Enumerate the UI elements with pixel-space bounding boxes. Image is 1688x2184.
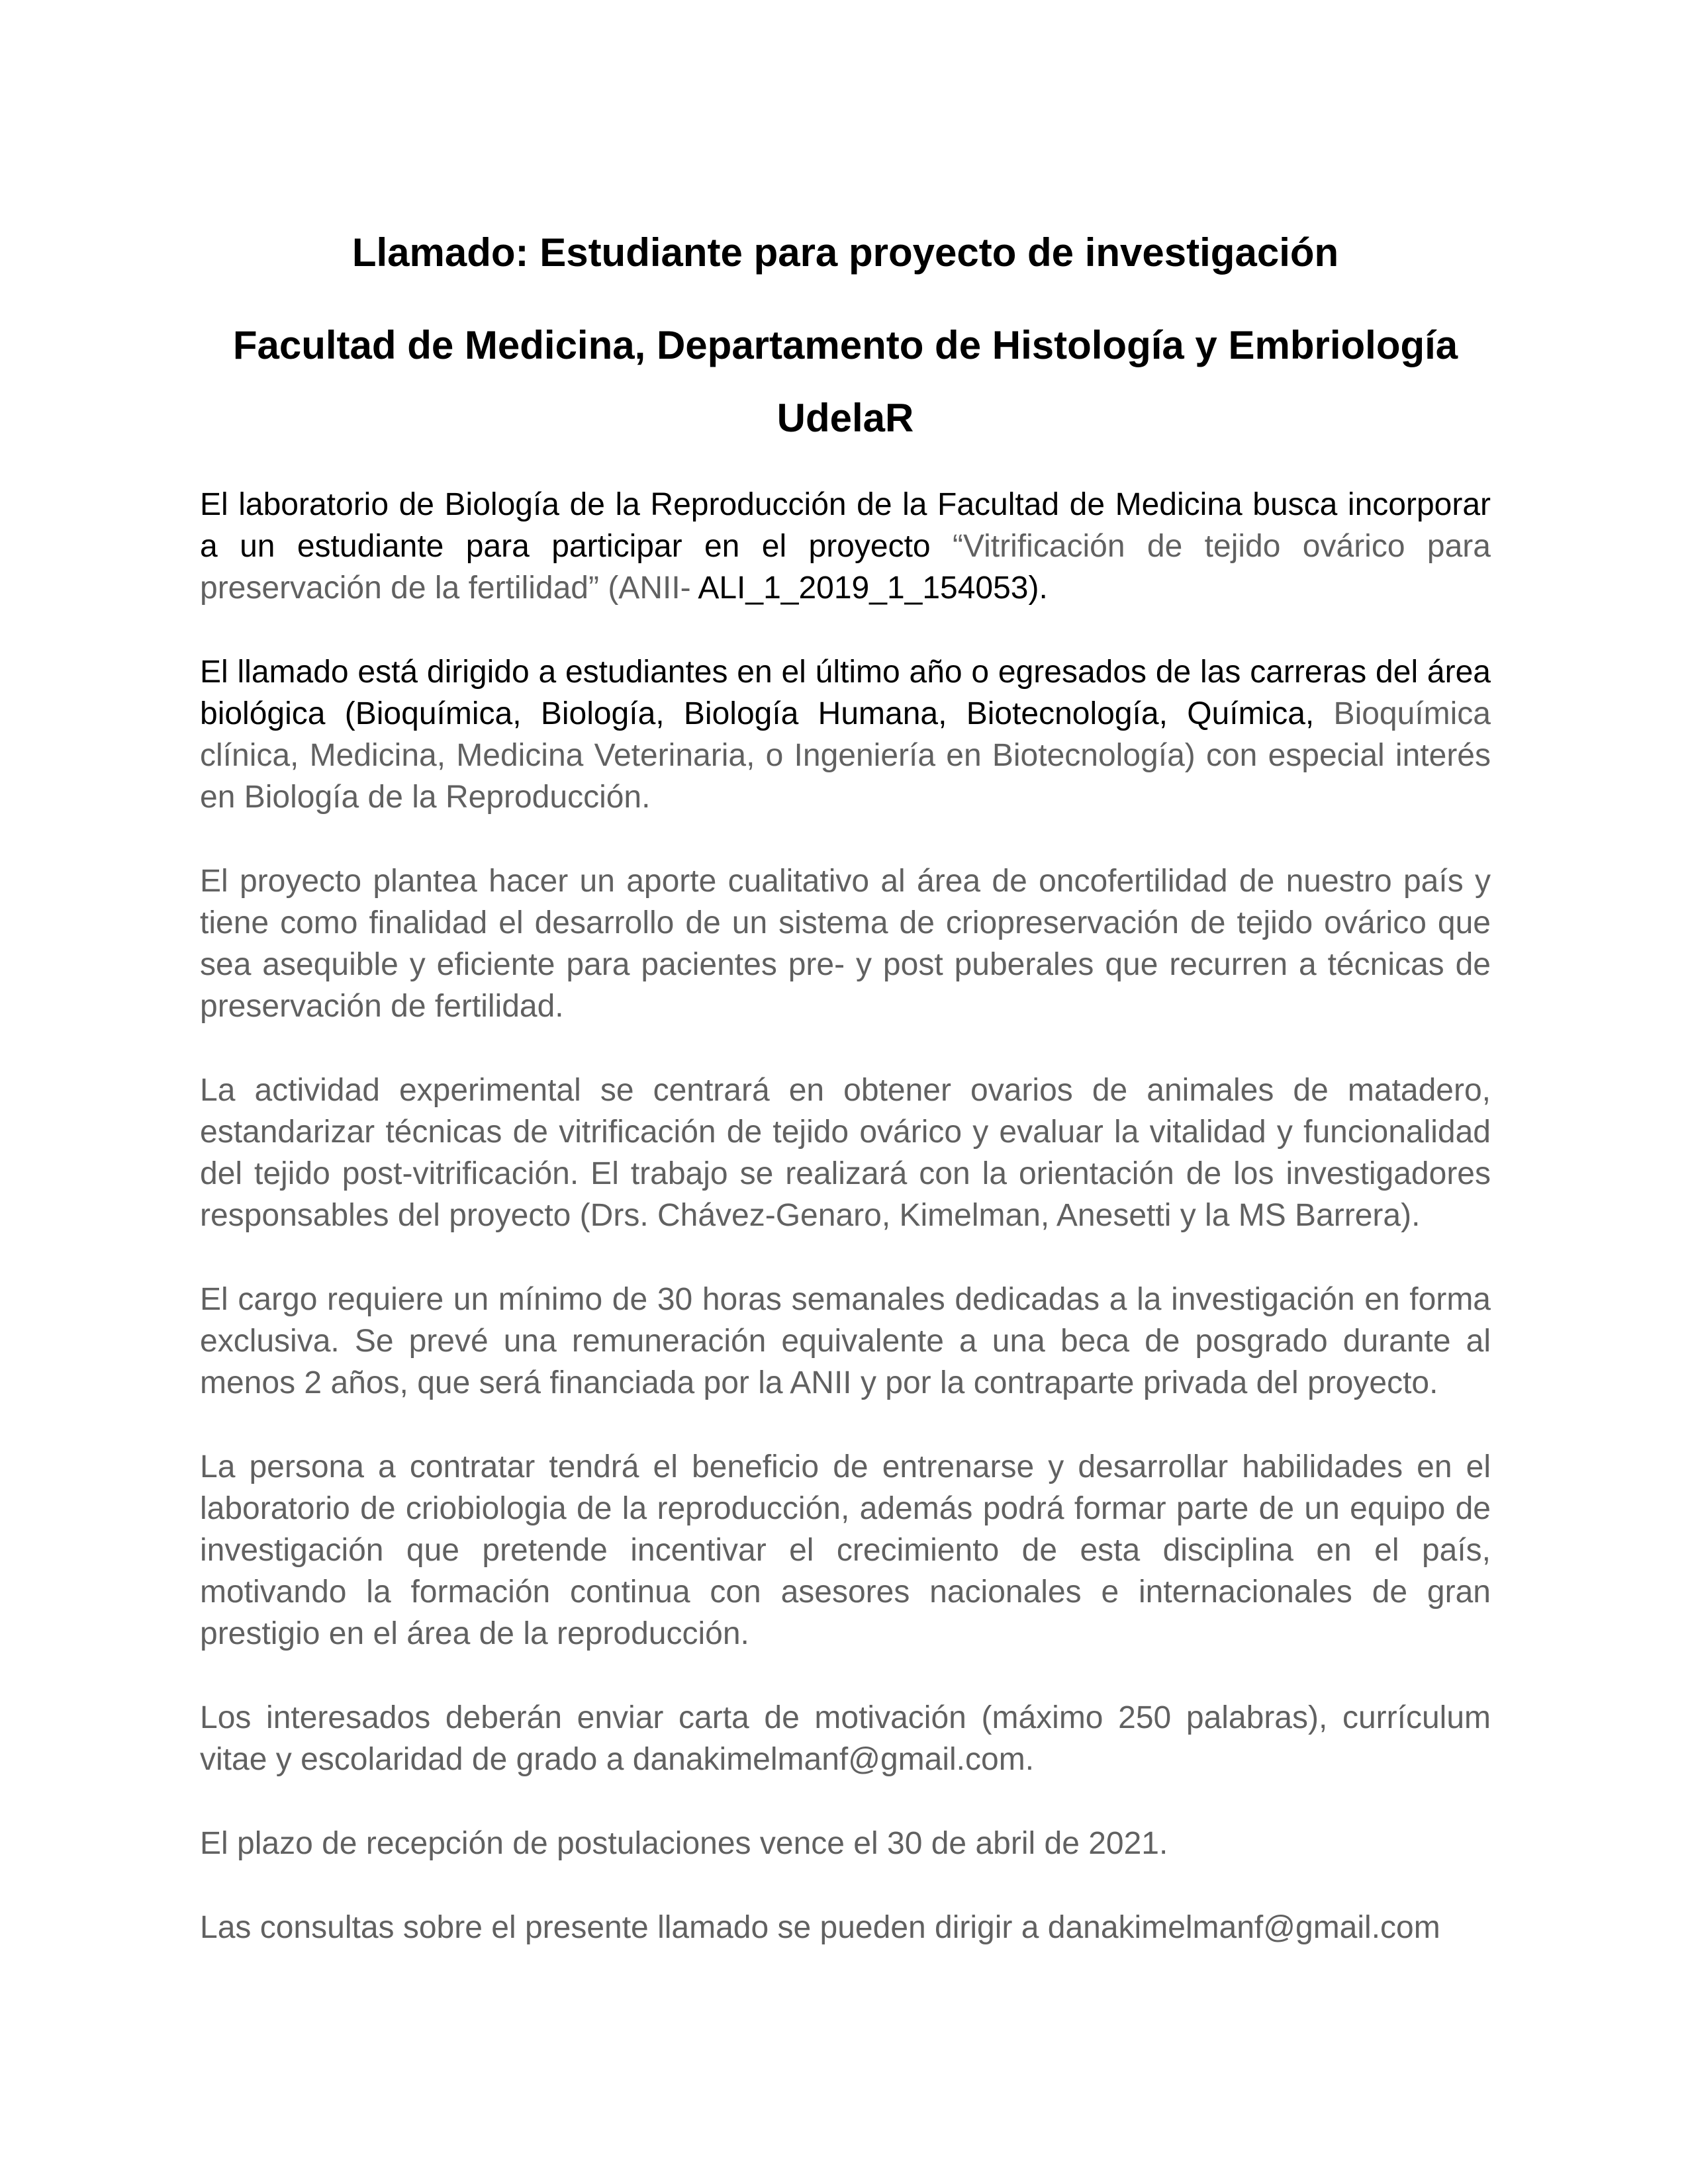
document-subtitle-institution: UdelaR bbox=[776, 396, 914, 440]
text-segment-black: ALI_1_2019_1_154053). bbox=[698, 570, 1048, 606]
paragraph bbox=[200, 1069, 1491, 1236]
text-segment-gray: El plazo de recepción de postulaciones vence el 30 de abril de 2021. bbox=[200, 1826, 1168, 1861]
paragraph bbox=[200, 651, 1491, 818]
text-segment-gray: “Vitrificación de tejido ovárico para preservación de la fertilidad” (ANII- bbox=[200, 529, 1491, 606]
paragraph bbox=[200, 1446, 1491, 1655]
paragraph bbox=[200, 484, 1491, 609]
text-segment-gray: Bioquímica clínica, Medicina, Medicina Veterinaria, o Ingeniería en Biotecnología) con especial interés en Biología de la Reproducción. bbox=[200, 696, 1491, 815]
document-subtitle-department: Facultad de Medicina, Departamento de Histología y Embriología bbox=[232, 323, 1458, 367]
text-segment-gray: La persona a contratar tendrá el beneficio de entrenarse y desarrollar habilidades en el laboratorio de criobiologia de la reproducción, además podrá formar parte de un equipo de investigación que pretende incentivar el crecimiento de esta disciplina en el país, motivando la formación continua con asesores nacionales e internacionales de gran prestigio en el área de la reproducción. bbox=[200, 1449, 1491, 1651]
document-body bbox=[200, 484, 1491, 1948]
text-segment-gray: Los interesados deberán enviar carta de motivación (máximo 250 palabras), currículum vitae y escolaridad de grado a danakimelmanf@gmail.com. bbox=[200, 1700, 1491, 1777]
text-segment-black: El laboratorio de Biología de la Reproducción de la Facultad de Medicina busca incorporar a un estudiante para participar en el proyecto bbox=[200, 487, 1491, 564]
text-segment-gray: El proyecto plantea hacer un aporte cualitativo al área de oncofertilidad de nuestro país y tiene como finalidad el desarrollo de un sistema de criopreservación de tejido ovárico que sea asequible y eficiente para pacientes pre- y post puberales que recurren a técnicas de preservación de fertilidad. bbox=[200, 864, 1491, 1024]
paragraph bbox=[200, 1279, 1491, 1404]
paragraph bbox=[200, 1823, 1491, 1864]
text-segment-black: El llamado está dirigido a estudiantes en el último año o egresados de las carreras del área biológica (Bioquímica, Biología, Biología Humana, Biotecnología, Química, bbox=[200, 655, 1491, 731]
text-segment-gray: Las consultas sobre el presente llamado se pueden dirigir a danakimelmanf@gmail.com bbox=[200, 1910, 1440, 1945]
text-segment-gray: El cargo requiere un mínimo de 30 horas semanales dedicadas a la investigación en forma exclusiva. Se prevé una remuneración equivalente a una beca de posgrado durante al menos 2 años, que será financiada por la ANII y por la contraparte privada del proyecto. bbox=[200, 1282, 1491, 1400]
document-title: Llamado: Estudiante para proyecto de investigación bbox=[352, 230, 1339, 275]
paragraph bbox=[200, 1907, 1491, 1948]
paragraph bbox=[200, 1697, 1491, 1780]
text-segment-gray: La actividad experimental se centrará en obtener ovarios de animales de matadero, estandarizar técnicas de vitrificación de tejido ovárico y evaluar la vitalidad y funcionalidad del tejido post-vitrificación. El trabajo se realizará con la orientación de los investigadores responsables del proyecto (Drs. Chávez-Genaro, Kimelman, Anesetti y la MS Barrera). bbox=[200, 1073, 1491, 1233]
paragraph bbox=[200, 860, 1491, 1027]
